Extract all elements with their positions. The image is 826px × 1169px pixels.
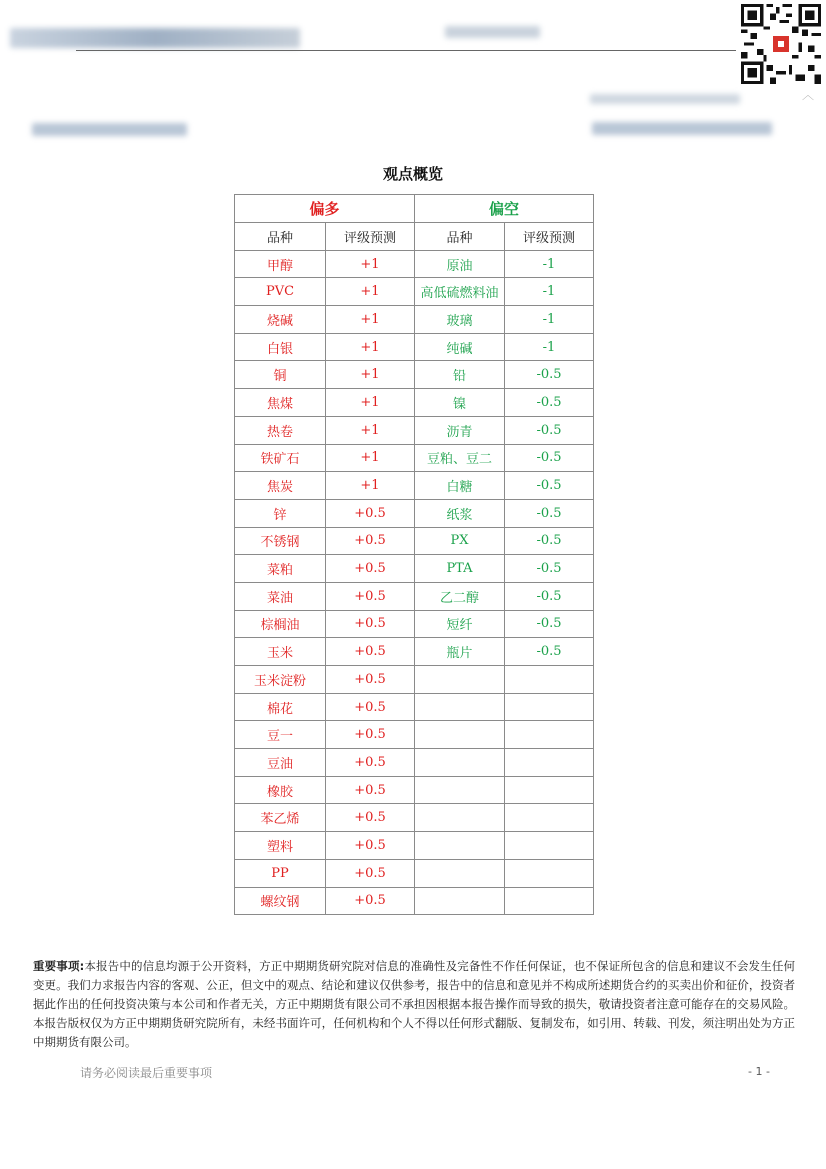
short-rating: -1	[505, 333, 594, 361]
long-header: 偏多	[235, 195, 415, 223]
short-rating: -0.5	[505, 527, 594, 555]
long-product: 锌	[235, 499, 326, 527]
long-product: PVC	[235, 278, 326, 306]
table-row	[235, 721, 594, 749]
short-rating: -0.5	[505, 361, 594, 389]
short-rating	[505, 887, 594, 915]
short-rating	[505, 804, 594, 832]
short-rating: -0.5	[505, 389, 594, 417]
long-product: 菜粕	[235, 555, 326, 583]
table-row	[235, 582, 594, 610]
table-row	[235, 361, 594, 389]
long-product: 烧碱	[235, 306, 326, 334]
long-product: 铜	[235, 361, 326, 389]
short-rating: -0.5	[505, 555, 594, 583]
long-product: PP	[235, 859, 326, 887]
long-rating: +0.5	[326, 832, 415, 860]
long-rating: +0.5	[326, 499, 415, 527]
long-rating: +0.5	[326, 804, 415, 832]
short-rating: -1	[505, 306, 594, 334]
long-product: 塑料	[235, 832, 326, 860]
short-product: 镍	[415, 389, 505, 417]
disclaimer	[33, 957, 795, 1052]
long-product: 菜油	[235, 582, 326, 610]
short-product: PX	[415, 527, 505, 555]
long-rating: +1	[326, 278, 415, 306]
long-rating: +0.5	[326, 638, 415, 666]
table-row	[235, 776, 594, 804]
short-rating: -0.5	[505, 582, 594, 610]
long-product: 铁矿石	[235, 444, 326, 472]
col-rating-long: 评级预测	[326, 223, 415, 251]
table-row	[235, 444, 594, 472]
short-product: 豆粕、豆二	[415, 444, 505, 472]
long-product: 热卷	[235, 416, 326, 444]
table-row	[235, 832, 594, 860]
short-product: 沥青	[415, 416, 505, 444]
header-logo-blur	[10, 28, 300, 48]
short-product: 纸浆	[415, 499, 505, 527]
short-rating	[505, 693, 594, 721]
long-product: 棉花	[235, 693, 326, 721]
short-product	[415, 666, 505, 694]
header-date-blur	[592, 122, 772, 135]
header-tag-blur	[445, 26, 540, 38]
disclaimer-text: 本报告中的信息均源于公开资料，方正中期期货研究院对信息的准确性及完备性不作任何保证，也不保证所包含的信息和建议不会发生任何变更。我们力求报告内容的客观、公正，但文中的观点、结论和建议仅供参考，报告中的信息和意见并不构成所述期货合约的买卖出价和征价，投资者据此作出的任何投资决策与本公司和作者无关，方正中期期货有限公司不承担因根据本报告操作而导致的损失，敬请投资者注意可能存在的交易风险。本报告版权仅为方正中期期货研究院所有，未经书面许可，任何机构和个人不得以任何形式翻版、复制发布，如引用、转载、刊发，须注明出处为方正中期期货有限公司。	[33, 959, 795, 1049]
table-row	[235, 250, 594, 278]
short-product: 纯碱	[415, 333, 505, 361]
table-row	[235, 749, 594, 777]
short-product: 原油	[415, 250, 505, 278]
table-row	[235, 804, 594, 832]
long-rating: +0.5	[326, 610, 415, 638]
long-rating: +1	[326, 333, 415, 361]
long-rating: +1	[326, 306, 415, 334]
short-product	[415, 832, 505, 860]
short-product	[415, 721, 505, 749]
short-rating: -0.5	[505, 444, 594, 472]
disclaimer-label: 重要事项:	[33, 959, 85, 973]
table-row	[235, 859, 594, 887]
long-rating: +0.5	[326, 527, 415, 555]
short-product: 瓶片	[415, 638, 505, 666]
long-product: 橡胶	[235, 776, 326, 804]
col-rating-short: 评级预测	[505, 223, 594, 251]
outlook-table	[234, 194, 594, 915]
table-row	[235, 555, 594, 583]
short-product: PTA	[415, 555, 505, 583]
short-product: 铅	[415, 361, 505, 389]
table-row	[235, 306, 594, 334]
short-product: 乙二醇	[415, 582, 505, 610]
long-rating: +0.5	[326, 666, 415, 694]
long-rating: +0.5	[326, 749, 415, 777]
short-product: 短纤	[415, 610, 505, 638]
short-rating: -0.5	[505, 610, 594, 638]
short-rating: -0.5	[505, 499, 594, 527]
table-row	[235, 333, 594, 361]
short-product: 白糖	[415, 472, 505, 500]
long-product: 豆油	[235, 749, 326, 777]
qr-code-icon	[741, 4, 821, 84]
long-rating: +1	[326, 250, 415, 278]
short-rating: -0.5	[505, 472, 594, 500]
short-rating: -1	[505, 250, 594, 278]
long-rating: +1	[326, 361, 415, 389]
long-rating: +1	[326, 472, 415, 500]
short-rating: -1	[505, 278, 594, 306]
short-rating	[505, 859, 594, 887]
long-product: 棕榈油	[235, 610, 326, 638]
short-product	[415, 776, 505, 804]
short-product	[415, 804, 505, 832]
long-rating: +0.5	[326, 693, 415, 721]
long-rating: +0.5	[326, 859, 415, 887]
short-rating	[505, 721, 594, 749]
long-product: 玉米	[235, 638, 326, 666]
long-product: 白银	[235, 333, 326, 361]
long-product: 焦煤	[235, 389, 326, 417]
header-section-blur	[32, 123, 187, 136]
short-rating	[505, 749, 594, 777]
footer-note: 请务必阅读最后重要事项	[80, 1066, 213, 1080]
long-product: 苯乙烯	[235, 804, 326, 832]
long-rating: +1	[326, 444, 415, 472]
long-product: 甲醇	[235, 250, 326, 278]
short-product	[415, 859, 505, 887]
short-rating: -0.5	[505, 416, 594, 444]
long-product: 玉米淀粉	[235, 666, 326, 694]
long-product: 不锈钢	[235, 527, 326, 555]
table-row	[235, 278, 594, 306]
page-title: 观点概览	[382, 165, 443, 183]
long-product: 豆一	[235, 721, 326, 749]
long-rating: +0.5	[326, 776, 415, 804]
short-product: 高低硫燃料油	[415, 278, 505, 306]
table-row	[235, 416, 594, 444]
page-number: - 1 -	[748, 1065, 770, 1078]
short-product	[415, 887, 505, 915]
long-rating: +1	[326, 416, 415, 444]
short-rating	[505, 776, 594, 804]
table-row	[235, 887, 594, 915]
long-product: 焦炭	[235, 472, 326, 500]
table-row	[235, 638, 594, 666]
table-row	[235, 610, 594, 638]
header-rule	[76, 50, 736, 51]
col-product-long: 品种	[235, 223, 326, 251]
long-rating: +0.5	[326, 721, 415, 749]
chevron-up-icon: ︿	[802, 88, 815, 102]
long-rating: +0.5	[326, 582, 415, 610]
table-row	[235, 472, 594, 500]
table-row	[235, 527, 594, 555]
table-row	[235, 666, 594, 694]
long-rating: +0.5	[326, 555, 415, 583]
table-row	[235, 693, 594, 721]
short-product	[415, 693, 505, 721]
long-product: 螺纹钢	[235, 887, 326, 915]
long-rating: +0.5	[326, 887, 415, 915]
header-meta-blur	[590, 94, 740, 104]
short-rating	[505, 832, 594, 860]
short-product	[415, 749, 505, 777]
short-rating: -0.5	[505, 638, 594, 666]
short-product: 玻璃	[415, 306, 505, 334]
table-row	[235, 499, 594, 527]
short-header: 偏空	[415, 195, 594, 223]
short-rating	[505, 666, 594, 694]
long-rating: +1	[326, 389, 415, 417]
table-row	[235, 389, 594, 417]
col-product-short: 品种	[415, 223, 505, 251]
